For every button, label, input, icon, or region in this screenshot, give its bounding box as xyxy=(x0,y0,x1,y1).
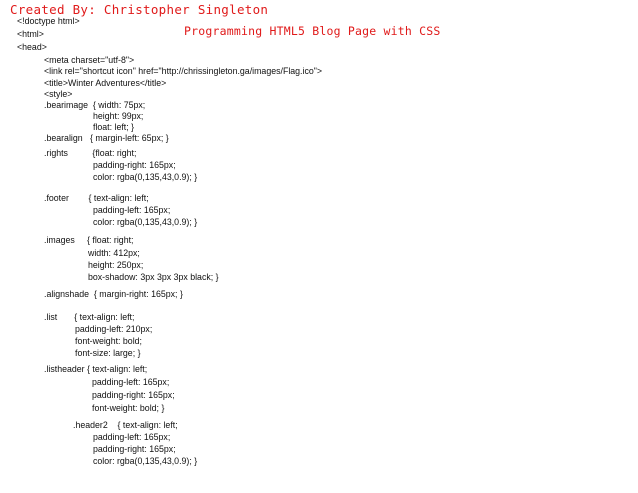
author-credit: Created By: Christopher Singleton xyxy=(10,2,269,17)
code-line: .list { text-align: left; xyxy=(44,312,135,322)
code-line: <title>Winter Adventures</title> xyxy=(44,78,167,88)
code-line: padding-right: 165px; xyxy=(93,160,176,170)
code-line: color: rgba(0,135,43,0.9); } xyxy=(93,456,198,466)
code-line: width: 412px; xyxy=(88,248,140,258)
code-line: padding-right: 165px; xyxy=(92,390,175,400)
code-line: float: left; } xyxy=(93,122,135,132)
code-line: .rights {float: right; xyxy=(44,148,137,158)
code-line: <!doctype html> xyxy=(17,16,80,26)
code-line: padding-left: 165px; xyxy=(92,377,170,387)
code-line: padding-left: 165px; xyxy=(93,432,171,442)
code-line: .bearalign { margin-left: 65px; } xyxy=(44,133,169,143)
code-line: <link rel="shortcut icon" href="http://chrissingleton.ga/images/Flag.ico"> xyxy=(44,66,323,76)
code-line: padding-left: 210px; xyxy=(75,324,153,334)
code-line: .images { float: right; xyxy=(44,235,134,245)
code-line: .alignshade { margin-right: 165px; } xyxy=(44,289,183,299)
code-line: box-shadow: 3px 3px 3px black; } xyxy=(88,272,219,282)
code-line: height: 250px; xyxy=(88,260,144,270)
code-line: padding-left: 165px; xyxy=(93,205,171,215)
code-line: .header2 { text-align: left; xyxy=(73,420,178,430)
code-line: <style> xyxy=(44,89,73,99)
code-line: .listheader { text-align: left; xyxy=(44,364,148,374)
code-line: font-size: large; } xyxy=(75,348,141,358)
code-line: <html> xyxy=(17,29,44,39)
code-line: color: rgba(0,135,43,0.9); } xyxy=(93,217,198,227)
code-line: .footer { text-align: left; xyxy=(44,193,149,203)
code-line: color: rgba(0,135,43,0.9); } xyxy=(93,172,198,182)
code-line: font-weight: bold; xyxy=(75,336,142,346)
code-line: height: 99px; xyxy=(93,111,144,121)
code-line: font-weight: bold; } xyxy=(92,403,165,413)
code-line: padding-right: 165px; xyxy=(93,444,176,454)
code-line: <head> xyxy=(17,42,47,52)
code-line: .bearimage { width: 75px; xyxy=(44,100,146,110)
slide-subtitle: Programming HTML5 Blog Page with CSS xyxy=(184,24,441,38)
code-line: <meta charset="utf-8"> xyxy=(44,55,135,65)
